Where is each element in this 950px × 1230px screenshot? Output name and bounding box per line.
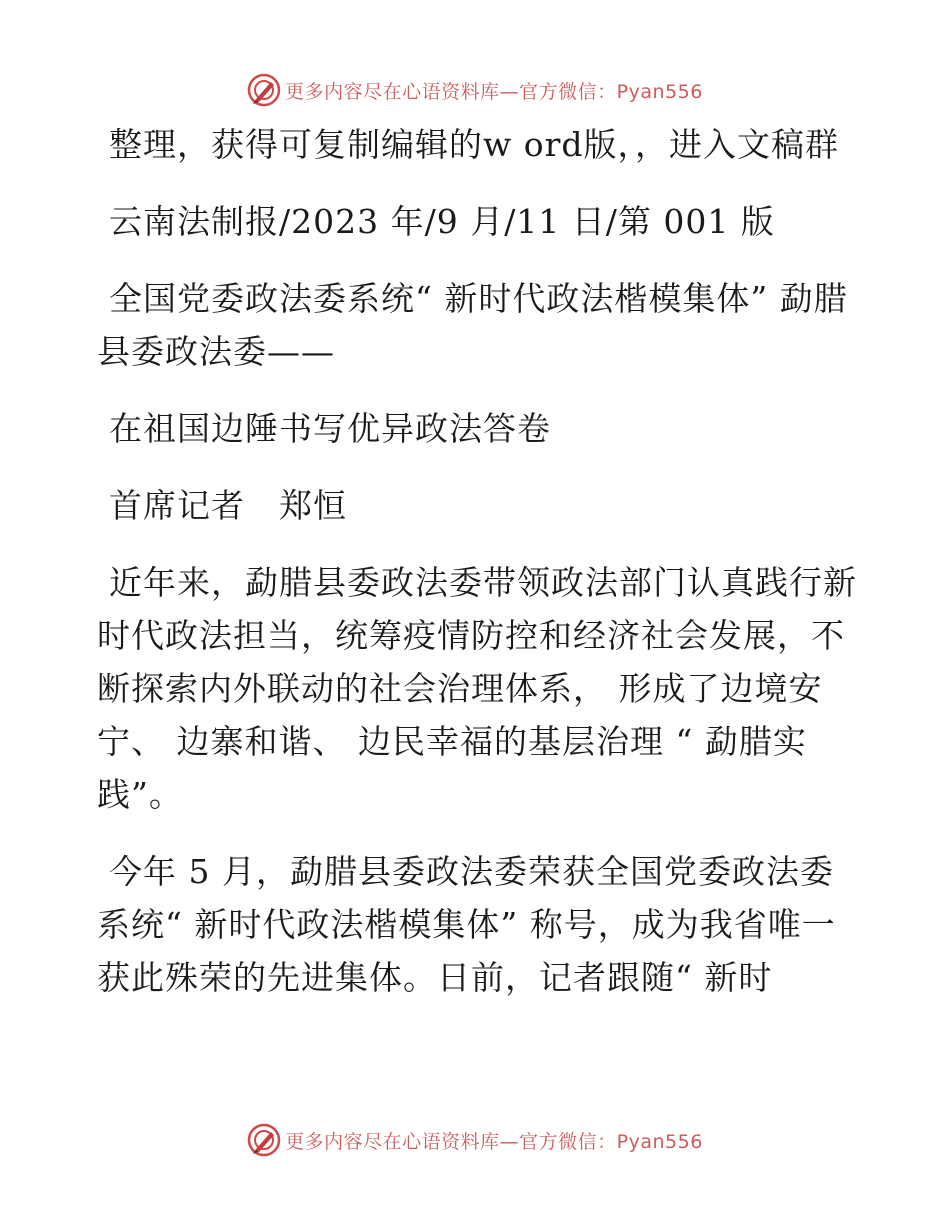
paragraph-subtitle	[97, 402, 857, 455]
paragraph-subtitle-text: 在祖国边陲书写优异政法答卷	[109, 409, 551, 448]
paragraph-title-text: 全国党委政法委系统“ 新时代政法楷模集体” 勐腊县委政法委——	[97, 279, 848, 371]
paragraph-intro	[97, 118, 857, 171]
paragraph-body-2-text: 今年 5 月，勐腊县委政法委荣获全国党委政法委系统“ 新时代政法楷模集体” 称号，成为我省唯一获此殊荣的先进集体。日前，记者跟随“ 新时	[97, 852, 836, 997]
pen-logo-icon	[247, 1123, 281, 1157]
paragraph-source	[97, 195, 857, 248]
paragraph-title	[97, 272, 857, 378]
paragraph-source-text: 云南法制报/2023 年/9 月/11 日/第 001 版	[109, 202, 775, 241]
paragraph-body-1-text: 近年来，勐腊县委政法委带领政法部门认真践行新时代政法担当，统筹疫情防控和经济社会发展，不断探索内外联动的社会治理体系， 形成了边境安宁、 边寨和谐、 边民幸福的基层治理 “ 勐腊实践”。	[97, 563, 857, 814]
watermark-bottom	[0, 1120, 950, 1160]
pen-logo-icon	[247, 73, 281, 107]
document-body	[97, 118, 857, 1028]
paragraph-byline-text: 首席记者 郑恒	[109, 486, 347, 525]
paragraph-body-1	[97, 556, 857, 821]
paragraph-byline	[97, 479, 857, 532]
watermark-text: 更多内容尽在心语资料库—官方微信：Pyan556	[285, 80, 703, 103]
watermark-top	[0, 70, 950, 110]
watermark-text: 更多内容尽在心语资料库—官方微信：Pyan556	[285, 1130, 703, 1153]
paragraph-body-2	[97, 845, 857, 1004]
paragraph-intro-text: 整理，获得可复制编辑的w ord版，，进入文稿群	[109, 125, 840, 164]
